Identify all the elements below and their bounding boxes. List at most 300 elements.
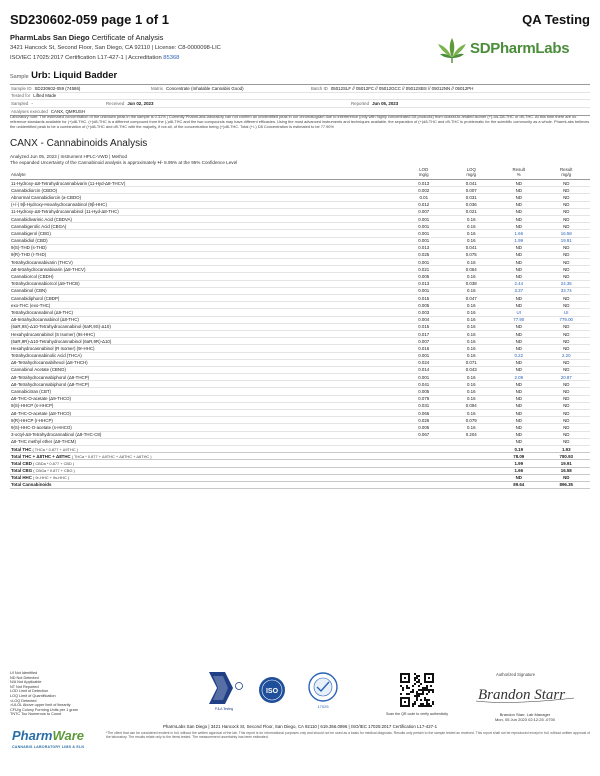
total-mg-cell: 1.93 [561, 446, 571, 452]
result-mg-cell: ND [563, 331, 570, 337]
analyte-cell: Tetrahydrocannabiorcol (Δ9-THCB) [11, 281, 80, 287]
certificate-label: Certificate of Analysis [91, 33, 164, 42]
loq-cell: 0.16 [466, 309, 476, 315]
col-analyte: Analyte [11, 172, 26, 178]
table-row [10, 295, 590, 302]
table-row [10, 202, 590, 209]
result-mg-cell: ND [563, 295, 570, 301]
abbreviation-item: LOQ Limit of Quantification [10, 693, 56, 698]
analyte-cell: Tetrahydrocannabinolic Acid (THCA) [11, 353, 82, 359]
result-mg-cell: ND [563, 439, 570, 445]
handwritten-signature-icon [470, 680, 580, 706]
qr-code-icon [400, 673, 434, 707]
table-row [10, 288, 590, 295]
table-row [10, 230, 590, 237]
qr-caption: Scan the QR code to verify authenticity [385, 712, 449, 716]
total-pct-cell: 78.09 [513, 453, 525, 459]
abbreviation-item: CFU/g Colony Forming Units per 1 gram [10, 707, 78, 712]
table-row [10, 266, 590, 273]
table-row [10, 388, 590, 395]
total-row [10, 446, 590, 453]
total-row [10, 468, 590, 475]
lod-cell: 0.002 [418, 187, 430, 193]
loq-cell: 0.16 [466, 288, 476, 294]
loq-cell: 0.16 [466, 410, 476, 416]
lod-cell: 0.001 [418, 238, 430, 244]
result-mg-cell: UI [564, 309, 569, 315]
result-mg-cell: ND [563, 396, 570, 402]
result-pct-cell: ND [515, 410, 522, 416]
loq-cell: 0.021 [465, 209, 477, 215]
table-row [10, 238, 590, 245]
analyte-cell: (+/-) 9β-Hydroxy-Hexahydrocannabinol (9β-HHC) [11, 202, 107, 208]
result-mg-cell: ND [563, 389, 570, 395]
result-pct-cell: ND [515, 266, 522, 272]
table-row [10, 345, 590, 352]
analyte-cell: 9(S)-HHC-O-acetate (s-HHCO) [11, 424, 72, 430]
lod-cell: 0.015 [418, 295, 430, 301]
result-mg-cell: ND [563, 245, 570, 251]
table-row [10, 410, 590, 417]
table-row [10, 309, 590, 316]
leaf-logo-icon [436, 36, 468, 64]
table-header [10, 168, 590, 180]
loq-cell: 0.038 [465, 281, 477, 287]
lod-cell: 0.076 [418, 396, 430, 402]
loq-cell: 0.043 [465, 367, 477, 373]
abbreviation-item: NT Not Reported [10, 684, 39, 689]
table-row [10, 245, 590, 252]
loq-cell: 0.16 [466, 259, 476, 265]
result-pct-cell: ND [515, 403, 522, 409]
info-row [10, 93, 590, 101]
lod-cell: 0.024 [418, 360, 430, 366]
lod-cell: 0.01 [419, 194, 429, 200]
analyte-cell: 9(R)-HHCP (r-HHCP) [11, 417, 53, 423]
result-pct-cell: ND [515, 381, 522, 387]
matrix-cell: Matrix Concentrate (Inhalable Cannabis Good) [151, 85, 244, 91]
abbreviation-item: UI Not Identified [10, 671, 38, 675]
lod-cell: 0.005 [418, 302, 430, 308]
loq-cell: 0.16 [466, 381, 476, 387]
iso-text: ISO/IEC 17025:2017 Certification L17-427-1 | Accreditation [10, 55, 164, 61]
lod-cell: 0.026 [418, 417, 430, 423]
result-pct-cell: ND [515, 209, 522, 215]
table-row [10, 424, 590, 431]
result-pct-cell: ND [515, 245, 522, 251]
lab-address: 3421 Hancock St, Second Floor, San Diego, CA 92110 | License: C8-0000098-LIC [10, 45, 221, 51]
table-row [10, 381, 590, 388]
total-pct-cell: 1.66 [514, 468, 524, 474]
loq-cell: 0.036 [465, 202, 477, 208]
result-mg-cell: ND [563, 345, 570, 351]
loq-cell: 0.16 [466, 389, 476, 395]
sdpharmlabs-logo [436, 36, 594, 64]
result-mg-cell: ND [563, 266, 570, 272]
sample-label: Sample [10, 74, 29, 80]
col-result-mg: Result mg/g [560, 167, 573, 178]
document-header [10, 12, 590, 32]
lab-title-line [10, 33, 430, 42]
table-row [10, 317, 590, 324]
lod-cell: 0.013 [418, 180, 430, 186]
result-mg-cell: ND [563, 360, 570, 366]
sample-info-grid [10, 84, 590, 116]
loq-cell: 0.16 [466, 223, 476, 229]
analyte-cell: 11-Hydroxy-Δ8-Tetrahydrocannabinol (11-Hyd-Δ8-THC) [11, 209, 119, 215]
table-row [10, 403, 590, 410]
lod-cell: 0.007 [418, 338, 430, 344]
table-body [10, 180, 590, 489]
section-title: CANX - Cannabinoids Analysis [10, 138, 148, 149]
svg-text:ISO: ISO [265, 688, 279, 695]
loq-cell: 0.064 [465, 266, 477, 272]
table-row [10, 396, 590, 403]
analyte-cell: Tetrahydrocannabinol (Δ9-THC) [11, 309, 73, 315]
table-row [10, 273, 590, 280]
result-mg-cell: 779.00 [559, 317, 573, 323]
loq-cell: 0.094 [465, 403, 477, 409]
lod-cell: 0.041 [418, 381, 430, 387]
reported-cell: Reported Jun 05, 2023 [351, 100, 399, 106]
total-row [10, 475, 590, 482]
pharmware-logo [10, 728, 100, 756]
lod-cell: 0.013 [418, 281, 430, 287]
loq-cell: 0.16 [466, 238, 476, 244]
table-row [10, 324, 590, 331]
result-mg-cell: ND [563, 381, 570, 387]
footer-lab-line: PharmLabs San Diego | 3421 Hancock St, Second Floor, San Diego, CA 92110 | 619.356.0896 | ISO/IEC 17025:2017 Certification L17-427-1 [162, 724, 438, 729]
qa-testing-label: QA Testing [522, 12, 590, 27]
result-mg-cell: ND [563, 187, 570, 193]
analyte-cell: Cannabidiphorol (CBDP) [11, 295, 60, 301]
analyte-cell: Δ8-Tetrahydrocannabihexol (Δ8-THCH) [11, 360, 88, 366]
svg-text:PJLA Testing: PJLA Testing [214, 707, 234, 711]
result-mg-cell: ND [563, 194, 570, 200]
svg-text:Brandon Starr: Brandon Starr [478, 687, 566, 703]
table-row [10, 194, 590, 201]
total-pct-cell: 0.19 [514, 446, 524, 452]
result-pct-cell: 0.22 [514, 353, 524, 359]
lod-cell: 0.005 [418, 424, 430, 430]
table-row [10, 187, 590, 194]
analyte-cell: Cannabinol Acetate (CBNO) [11, 367, 66, 373]
loq-cell: 0.16 [466, 424, 476, 430]
result-mg-cell: ND [563, 410, 570, 416]
result-pct-cell: 2.44 [514, 281, 524, 287]
lod-cell: 0.005 [418, 274, 430, 280]
table-row [10, 180, 590, 187]
abbreviation-item: >ULOL Above upper limit of linearity [10, 703, 71, 708]
table-row [10, 338, 590, 345]
total-label-cell: Total THC ( THCa * 0.877 + Δ9THC ) [11, 446, 78, 452]
result-pct-cell: 1.99 [514, 238, 524, 244]
analyte-cell: Cannabinol (CBN) [11, 288, 47, 294]
table-row [10, 417, 590, 424]
result-mg-cell: ND [563, 417, 570, 423]
loq-cell: 0.16 [466, 331, 476, 337]
analyte-cell: Δ9-Tetrahydrocannabiphorol (Δ9-THCP) [11, 374, 90, 380]
pharmware-wordmark: PharmWare [12, 728, 85, 743]
result-mg-cell: 24.35 [560, 281, 572, 287]
total-pct-cell: 89.64 [513, 482, 525, 488]
result-pct-cell: ND [515, 295, 522, 301]
result-pct-cell: ND [515, 417, 522, 423]
loq-cell: 0.16 [466, 317, 476, 323]
col-loq: LOQ mg/g [466, 167, 477, 178]
loq-cell: 0.041 [465, 245, 477, 251]
analysis-meta: Analyzed Jun 05, 2023 | Instrument HPLC-VWD | Method [10, 154, 128, 159]
result-pct-cell: ND [515, 439, 522, 445]
lod-cell: 0.001 [418, 374, 430, 380]
analyte-cell: Δ9-THC-O-acetate (Δ9-THCO) [11, 396, 72, 402]
iec-seal-icon [304, 670, 342, 710]
analyte-cell: Δ8-Tetrahydrocannabiphorol (Δ8-THCP) [11, 381, 90, 387]
analyte-cell: Cannabidivarinic Acid (CBDVA) [11, 216, 72, 222]
result-pct-cell: ND [515, 252, 522, 258]
loq-cell: 0.007 [465, 187, 477, 193]
result-mg-cell: 16.58 [560, 230, 572, 236]
analyte-cell: Δ8-THC-O-acetate (Δ8-THCO) [11, 410, 72, 416]
analyte-cell: Cannabicitran (CBT) [11, 389, 52, 395]
table-row [10, 331, 590, 338]
analyte-cell: 3-octyl-Δ8-Tetrahydrocannabinol (Δ8-THC-C8) [11, 432, 102, 438]
loq-cell: 0.204 [465, 432, 477, 438]
analyte-cell: Cannabidiol (CBD) [11, 238, 48, 244]
loq-cell: 0.16 [466, 230, 476, 236]
analyte-cell: 9(S)-HHCP (s-HHCP) [11, 403, 54, 409]
abbreviation-item: LOD Limit of Detection [10, 689, 49, 694]
abbreviation-item: N/A Not Applicable [10, 680, 42, 685]
result-pct-cell: ND [515, 367, 522, 373]
result-mg-cell: 20.87 [560, 374, 572, 380]
abbreviation-item: ND Not Detected [10, 675, 39, 680]
loq-cell: 0.071 [465, 360, 477, 366]
loq-cell: 0.16 [466, 338, 476, 344]
result-pct-cell: ND [515, 223, 522, 229]
loq-cell: 0.079 [465, 417, 477, 423]
analyte-cell: Hexahydrocannabinol (R Isomer) (9r-HHC) [11, 345, 95, 351]
lod-cell: 0.001 [418, 223, 430, 229]
total-row [10, 453, 590, 460]
result-mg-cell: ND [563, 274, 570, 280]
loq-cell: 0.16 [466, 396, 476, 402]
loq-cell: 0.075 [465, 252, 477, 258]
signatory [465, 712, 585, 722]
result-pct-cell: ND [515, 345, 522, 351]
analyte-cell: (6aR,9R)-Δ10-Tetrahydrocannabinol (6aR,9R)-Δ10) [11, 338, 112, 344]
table-row [10, 259, 590, 266]
table-row [10, 252, 590, 259]
table-row [10, 439, 590, 446]
table-row [10, 209, 590, 216]
result-pct-cell: ND [515, 180, 522, 186]
analyte-cell: Hexahydrocannabinol (S Isomer) (9s-HHC) [11, 331, 95, 337]
total-mg-cell: 19.91 [560, 460, 572, 466]
lod-cell: 0.017 [418, 331, 430, 337]
result-pct-cell: ND [515, 259, 522, 265]
loq-cell: 0.041 [465, 180, 477, 186]
lod-cell: 0.016 [418, 345, 430, 351]
result-pct-cell: 1.66 [514, 230, 524, 236]
abbreviation-legend [10, 671, 100, 717]
analyte-cell: Cannabigerol (CBG) [11, 230, 51, 236]
result-mg-cell: ND [563, 252, 570, 258]
total-mg-cell: 16.58 [560, 468, 572, 474]
result-pct-cell: ND [515, 194, 522, 200]
lod-cell: 0.001 [418, 259, 430, 265]
pjla-badge [203, 668, 245, 712]
lod-cell: 0.015 [418, 324, 430, 330]
cannabinoids-table [10, 168, 590, 489]
uncertainty-note: The expanded Uncertainty of the Cannabinoid analysis is approximately +/- 8.95% at the 95% Confidence Level [10, 160, 238, 165]
sample-id-cell: Sample ID SD230602-059 (74586) [11, 85, 81, 91]
table-row [10, 281, 590, 288]
result-pct-cell: ND [515, 360, 522, 366]
lod-cell: 0.031 [418, 403, 430, 409]
col-result-pct: Result % [512, 167, 525, 178]
result-mg-cell: ND [563, 202, 570, 208]
result-mg-cell: ND [563, 302, 570, 308]
loq-cell: 0.16 [466, 274, 476, 280]
table-row [10, 353, 590, 360]
result-mg-cell: ND [563, 324, 570, 330]
loq-cell: 0.16 [466, 353, 476, 359]
abbreviation-item: TNTC Too Numerous to Count [10, 712, 62, 717]
analyte-cell: Δ8-tetrahydrocannabinol (Δ8-THC) [11, 317, 79, 323]
tested-for-cell: Tested for Lifted Made [11, 93, 57, 99]
iso-badge [257, 675, 287, 707]
analyte-cell: exo-THC (exo-THC) [11, 302, 51, 308]
svg-text:17025: 17025 [317, 704, 329, 709]
result-mg-cell: 33.74 [560, 288, 572, 294]
analyte-cell: Δ8-tetrahydrocannabivarin (Δ8-THCV) [11, 266, 86, 272]
result-mg-cell: ND [563, 216, 570, 222]
logo-text: SDPharmLabs [470, 40, 570, 57]
analyte-cell: 11-Hydroxy-Δ8-Tetrahydrocannabivarin (11-Hyd-Δ8-THCV) [11, 180, 126, 186]
result-pct-cell: 2.09 [514, 374, 524, 380]
table-row [10, 216, 590, 223]
pjla-seal-icon [203, 668, 245, 712]
total-mg-cell: ND [563, 475, 570, 481]
lod-cell: 0.013 [418, 245, 430, 251]
lod-cell: 0.007 [418, 209, 430, 215]
signature-image [470, 680, 580, 706]
total-mg-cell: 780.93 [559, 453, 573, 459]
total-row [10, 460, 590, 467]
total-label-cell: Total HHC ( 9r-HHC + 9s-HHC ) [11, 475, 70, 481]
result-mg-cell: ND [563, 403, 570, 409]
lod-cell: 0.001 [418, 288, 430, 294]
result-mg-cell: 2.20 [561, 353, 571, 359]
info-row [10, 100, 590, 108]
result-pct-cell: ND [515, 274, 522, 280]
iec-17025-badge [304, 670, 342, 710]
lab-iso-line [10, 55, 430, 62]
lod-cell: 0.001 [418, 353, 430, 359]
analyte-cell: Tetrahydrocannabivarin (THCV) [11, 259, 73, 265]
table-row [10, 367, 590, 374]
result-mg-cell: ND [563, 209, 570, 215]
result-pct-cell: ND [515, 389, 522, 395]
footer-disclaimer: *The client that can be considered evident in full, without the written approval of the lab. This report is for informational purposes only and should not be used as a basis for medical diagnosis. Results only pertain to the sample tested as received. This report shall not be reproduced except in full, without written approval of the laboratory. The results relate only to the items tested. The measurement uncertainty has been estimated. [106, 731, 590, 740]
lod-cell: 0.014 [418, 367, 430, 373]
result-mg-cell: ND [563, 259, 570, 265]
result-pct-cell: ND [515, 396, 522, 402]
loq-cell: 0.047 [465, 295, 477, 301]
result-mg-cell: ND [563, 432, 570, 438]
result-pct-cell: ND [515, 302, 522, 308]
result-pct-cell: UI [516, 309, 521, 315]
table-row [10, 302, 590, 309]
table-row [10, 360, 590, 367]
lod-cell: 0.001 [418, 216, 430, 222]
result-mg-cell: ND [563, 338, 570, 344]
result-mg-cell: ND [563, 223, 570, 229]
doc-title: SD230602-059 page 1 of 1 [10, 12, 169, 27]
lab-info [10, 33, 430, 62]
signature-date: Mon, 05 Jun 2023 02:12:25 -0700 [494, 717, 556, 722]
result-pct-cell: 3.37 [514, 288, 524, 294]
result-mg-cell: 19.91 [560, 238, 572, 244]
result-pct-cell: ND [515, 187, 522, 193]
lod-cell: 0.005 [418, 389, 430, 395]
verification-qr-code[interactable] [400, 673, 434, 707]
analyte-cell: Cannabidiorcin (CBDO) [11, 187, 58, 193]
total-mg-cell: 896.35 [559, 482, 573, 488]
loq-cell: 0.16 [466, 216, 476, 222]
loq-cell: 0.16 [466, 302, 476, 308]
signatory-name: Brandon Starr, Lab Manager [499, 712, 551, 717]
accreditation-link[interactable]: 85368 [163, 55, 180, 61]
lod-cell: 0.012 [418, 202, 430, 208]
total-pct-cell: 1.99 [514, 460, 524, 466]
iso-seal-icon [257, 675, 287, 707]
lod-cell: 0.067 [418, 432, 430, 438]
sample-value: Urb: Liquid Badder [31, 70, 118, 81]
total-label-cell: Total CBG ( CBGa * 0.877 + CBG ) [11, 468, 75, 474]
total-label-cell: Total Cannabinoids [11, 482, 52, 488]
info-row [10, 85, 590, 93]
lod-cell: 0.004 [418, 317, 430, 323]
result-pct-cell: 77.90 [513, 317, 525, 323]
total-label-cell: Total THC + Δ8THC + Δ8THC ( THCa * 0.877 + Δ9THC + Δ8THC + Δ8THC ) [11, 453, 152, 459]
result-pct-cell: ND [515, 424, 522, 430]
result-pct-cell: ND [515, 202, 522, 208]
analyte-cell: 9(R)-THD (r-THD) [11, 252, 47, 258]
lod-cell: 0.003 [418, 309, 430, 315]
lab-name: PharmLabs San Diego [10, 33, 90, 42]
sampled-cell: Sampled - [11, 100, 33, 106]
analyte-cell: (6aR,9S)-Δ10-Tetrahydrocannabinol (6aR,9S)-Δ10) [11, 324, 111, 330]
result-pct-cell: ND [515, 324, 522, 330]
result-mg-cell: ND [563, 367, 570, 373]
table-row [10, 223, 590, 230]
pharmware-tagline: CANNABIS LABORATORY LIMS & ELN [12, 745, 85, 749]
lod-cell: 0.021 [418, 266, 430, 272]
result-pct-cell: ND [515, 216, 522, 222]
loq-cell: 0.16 [466, 345, 476, 351]
loq-cell: 0.16 [466, 324, 476, 330]
result-mg-cell: ND [563, 180, 570, 186]
laboratory-note: Laboratory note: The estimated concentration of the unknown peak in the sample is 0.31% | Currently PharmLabs laboratory can not confirm an unidentified peak in our chromatogram due to interference (only with highly concentrated D8 products) from closest-to-related isomer (+)-cis-D8-THC or d9-THC. At this time there are no reference standards available for (+)d8-THC. (+)d8-THC is a different compound from the (-)d8-THC and the two compounds may have different efficacies. Using the most advanced instruments and techniques available, the separation of (+)d8-THC and d9-THC is problematic for the scientific community as a whole. PharmLabs believes the unidentified peak to be a combination of (+)d8-THC and d9-THC with the majority, if not all, of the concentration being (+)d8-THC. Total (+/-) D8 Concentration is estimated to be 77.90% [10, 114, 590, 129]
result-pct-cell: ND [515, 432, 522, 438]
total-pct-cell: ND [515, 475, 522, 481]
total-row [10, 482, 590, 489]
analyses-cell: Analyses executed CANX, QMRUSH [11, 108, 86, 114]
analyte-cell: Cannabiorcol (CBDH) [11, 274, 54, 280]
batch-cell: Batch ID 05012SLF // 05012FC // 05012GCC // 05012SBS // 05012NN // 05012PH [311, 85, 474, 91]
